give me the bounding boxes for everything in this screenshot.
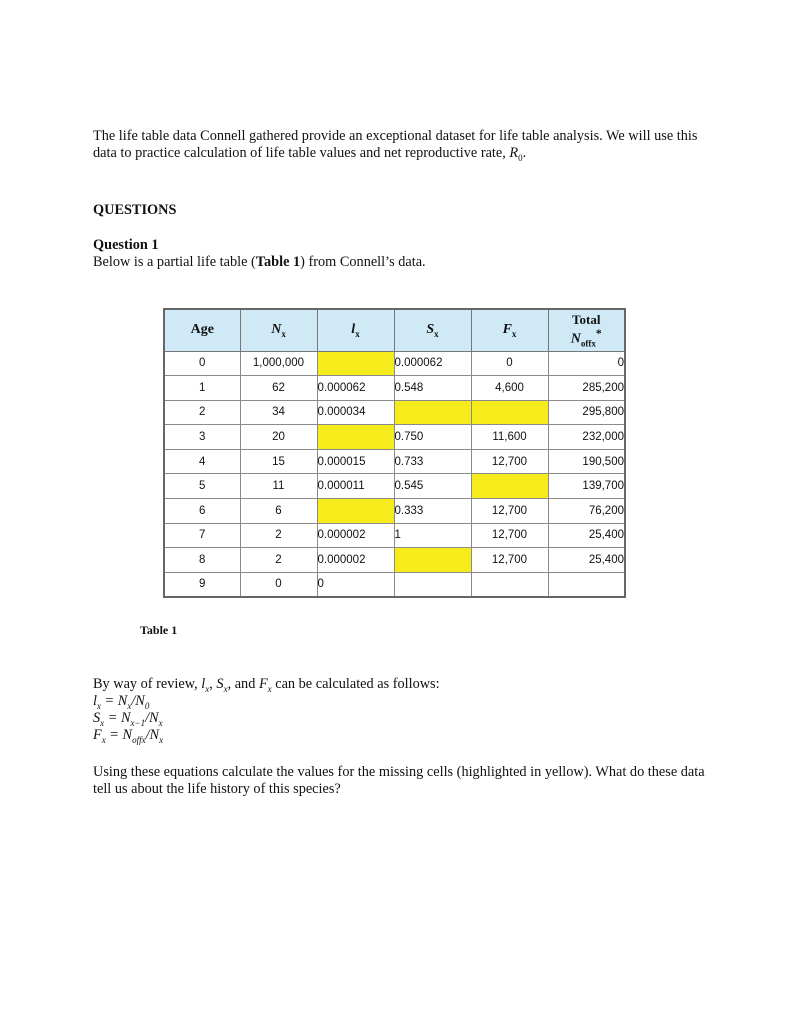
header-lx: $l_x$ [317,309,394,351]
questions-heading: QUESTIONS [93,202,177,218]
table-row [164,425,625,450]
header-age: Age [164,309,240,351]
equation-fx: $F_x = N_{offx}/N_x$ [93,727,164,745]
table-row [164,449,625,474]
cell-total: 285,200 [548,376,625,401]
cell-fx: 4,600 [471,376,548,401]
cell-sx [394,572,471,597]
cell-age: 5 [164,474,240,499]
life-table [163,308,626,598]
cell-lx: 0 [317,572,394,597]
cell-nx: 11 [240,474,317,499]
cell-nx: 62 [240,376,317,401]
table-row [164,474,625,499]
cell-sx: 0.545 [394,474,471,499]
cell-nx: 1,000,000 [240,351,317,376]
cell-total: 25,400 [548,523,625,548]
cell-fx: 12,700 [471,499,548,524]
cell-age: 0 [164,351,240,376]
missing-cell-fx [471,474,548,499]
cell-fx [471,572,548,597]
cell-total: 190,500 [548,449,625,474]
missing-cell-lx [317,425,394,450]
cell-age: 4 [164,449,240,474]
cell-fx: 12,700 [471,523,548,548]
table-header-row [164,309,625,351]
missing-cell-lx [317,499,394,524]
question1-text: Below is a partial life table (Table 1) from Connell’s data. [93,254,426,270]
cell-nx: 15 [240,449,317,474]
cell-total: 76,200 [548,499,625,524]
question1-heading: Question 1 [93,237,159,253]
cell-lx: 0.000015 [317,449,394,474]
cell-sx: 0.750 [394,425,471,450]
cell-lx: 0.000002 [317,523,394,548]
cell-age: 1 [164,376,240,401]
cell-total [548,572,625,597]
table-caption: Table 1 [140,623,178,637]
cell-fx: 12,700 [471,548,548,573]
table-row [164,548,625,573]
cell-total: 295,800 [548,400,625,425]
cell-total: 0 [548,351,625,376]
cell-nx: 2 [240,548,317,573]
equation-lx: $l_x = N_x/N_0$ [93,693,150,711]
missing-cell-lx [317,351,394,376]
cell-total: 139,700 [548,474,625,499]
cell-age: 3 [164,425,240,450]
cell-fx: 12,700 [471,449,548,474]
cell-nx: 0 [240,572,317,597]
table-row [164,351,625,376]
table-row [164,376,625,401]
cell-age: 6 [164,499,240,524]
equation-sx: $S_x = N_{x-1}/N_x$ [93,710,163,728]
cell-sx: 0.000062 [394,351,471,376]
table-ref: Table 1 [255,254,301,270]
table-row [164,572,625,597]
header-fx: $F_x$ [471,309,548,351]
cell-sx: 0.548 [394,376,471,401]
cell-nx: 6 [240,499,317,524]
table-row [164,523,625,548]
missing-cell-sx [394,548,471,573]
table-row [164,499,625,524]
cell-lx: 0.000034 [317,400,394,425]
missing-cell-sx [394,400,471,425]
cell-fx: 0 [471,351,548,376]
cell-nx: 34 [240,400,317,425]
table-row [164,400,625,425]
header-sx: $S_x$ [394,309,471,351]
cell-age: 7 [164,523,240,548]
review-text: By way of review, $l_x$, $S_x$, and $F_x$ can be calculated as follows: [93,676,440,694]
cell-total: 25,400 [548,548,625,573]
cell-lx: 0.000011 [317,474,394,499]
header-total-noffx: Total $N_{offx}^*$ [548,309,625,351]
cell-sx: 0.333 [394,499,471,524]
cell-nx: 20 [240,425,317,450]
cell-age: 9 [164,572,240,597]
cell-fx: 11,600 [471,425,548,450]
cell-lx: 0.000002 [317,548,394,573]
header-nx: $N_x$ [240,309,317,351]
closing-paragraph: Using these equations calculate the values for the missing cells (highlighted in yellow). What do these data tell us about the life history of this species? [93,764,705,797]
intro-paragraph [93,128,713,167]
cell-age: 2 [164,400,240,425]
intro-text: The life table data Connell gathered provide an exceptional dataset for life table analysis. We will use this data to practice calculation of life table values and net reproductive rate, $R_0$. [93,128,698,163]
cell-nx: 2 [240,523,317,548]
cell-sx: 1 [394,523,471,548]
cell-sx: 0.733 [394,449,471,474]
cell-lx: 0.000062 [317,376,394,401]
missing-cell-fx [471,400,548,425]
cell-age: 8 [164,548,240,573]
cell-total: 232,000 [548,425,625,450]
